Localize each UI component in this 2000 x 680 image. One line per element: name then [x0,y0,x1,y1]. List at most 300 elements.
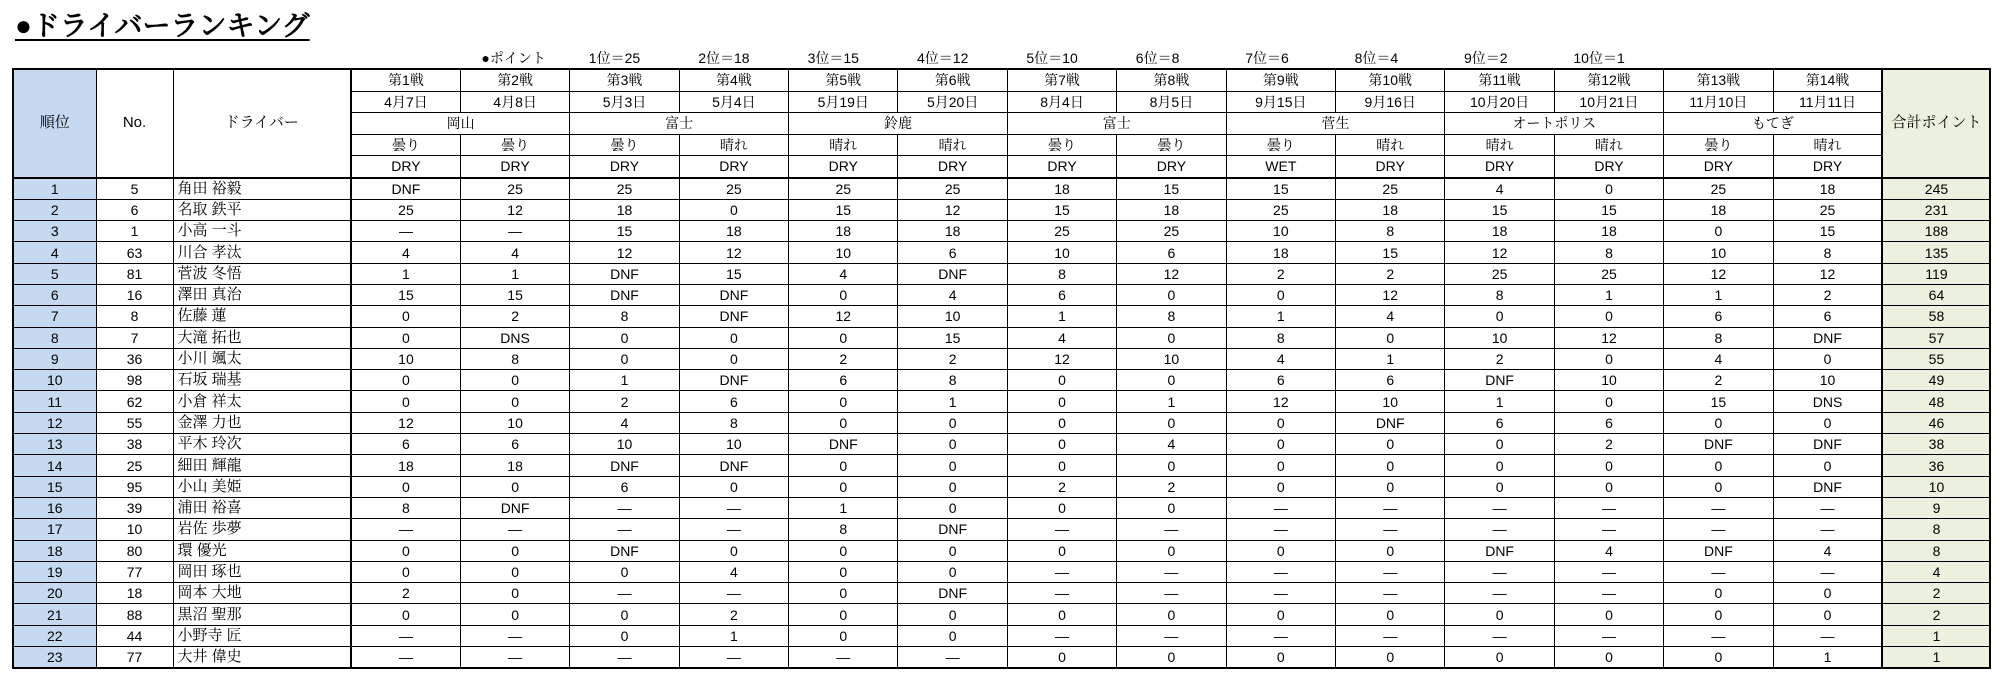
race-result-cell: 4 [570,412,679,433]
race-result-cell: 15 [1773,221,1882,242]
race-result-cell: — [1773,497,1882,518]
total-points-cell: 2 [1882,604,1990,625]
race-result-cell: 0 [1226,412,1335,433]
race-date: 5月4日 [679,91,788,113]
race-result-cell: 0 [460,391,569,412]
race-result-cell: 4 [679,561,788,582]
race-result-cell: — [1226,497,1335,518]
race-result-cell: 0 [460,561,569,582]
race-result-cell: 0 [351,391,460,412]
race-result-cell: 2 [1226,263,1335,284]
race-result-cell: 15 [570,221,679,242]
race-date: 4月7日 [351,91,460,113]
race-result-cell: 0 [460,583,569,604]
race-result-cell: 0 [460,540,569,561]
race-date: 5月3日 [570,91,679,113]
race-result-cell: 1 [570,370,679,391]
race-result-cell: 0 [1445,476,1554,497]
race-result-cell: 0 [1445,604,1554,625]
race-result-cell: 15 [1664,391,1773,412]
race-result-cell: DNF [679,370,788,391]
race-result-cell: 12 [1007,348,1116,369]
race-result-cell: — [570,583,679,604]
race-result-cell: 1 [351,263,460,284]
race-date: 8月4日 [1007,91,1116,113]
race-result-cell: 0 [1007,647,1116,669]
race-result-cell: 18 [570,199,679,220]
race-result-cell: 0 [351,306,460,327]
race-track-condition: DRY [351,156,460,178]
race-result-cell: 0 [789,561,898,582]
race-round: 第14戦 [1773,69,1882,91]
race-result-cell: 0 [460,476,569,497]
race-round: 第12戦 [1554,69,1663,91]
table-row [13,370,1990,391]
total-points-cell: 38 [1882,434,1990,455]
race-result-cell: 15 [1117,178,1226,200]
race-result-cell: 4 [1664,348,1773,369]
race-date: 10月21日 [1554,91,1663,113]
race-result-cell: — [1554,625,1663,646]
race-result-cell: — [351,221,460,242]
table-row [13,519,1990,540]
race-date: 10月20日 [1445,91,1554,113]
race-result-cell: — [679,583,788,604]
race-result-cell: 0 [1226,540,1335,561]
rank-cell: 16 [13,497,96,518]
race-result-cell: 10 [351,348,460,369]
race-result-cell: 0 [1117,284,1226,305]
race-result-cell: 0 [1554,391,1663,412]
race-result-cell: 0 [1554,647,1663,669]
race-result-cell: — [1007,625,1116,646]
race-track-condition: DRY [1117,156,1226,178]
race-result-cell: 8 [1336,221,1445,242]
race-result-cell: — [1336,561,1445,582]
race-result-cell: 0 [898,561,1007,582]
race-result-cell: — [1445,625,1554,646]
driver-ranking-table [12,68,1991,669]
race-result-cell: 4 [898,284,1007,305]
table-row [13,412,1990,433]
race-result-cell: 0 [898,625,1007,646]
race-result-cell: 0 [1336,540,1445,561]
race-result-cell: — [1336,497,1445,518]
race-result-cell: 0 [789,540,898,561]
race-result-cell: — [679,519,788,540]
race-result-cell: 6 [1773,306,1882,327]
race-result-cell: 12 [460,199,569,220]
race-result-cell: — [460,221,569,242]
car-number-cell: 95 [96,476,173,497]
race-result-cell: 12 [351,412,460,433]
points-legend-item: 6位＝8 [1135,50,1180,66]
rank-cell: 9 [13,348,96,369]
race-result-cell: 0 [1554,455,1663,476]
total-points-cell: 36 [1882,455,1990,476]
race-result-cell: 0 [789,455,898,476]
total-points-cell: 245 [1882,178,1990,200]
race-result-cell: 10 [1664,242,1773,263]
race-result-cell: 0 [1336,476,1445,497]
race-result-cell: — [1445,583,1554,604]
race-result-cell: 0 [460,604,569,625]
car-number-cell: 98 [96,370,173,391]
race-result-cell: 12 [1664,263,1773,284]
race-result-cell: 25 [460,178,569,200]
race-result-cell: 0 [1773,455,1882,476]
race-result-cell: 2 [1554,434,1663,455]
race-result-cell: 6 [1664,306,1773,327]
table-row [13,434,1990,455]
car-number-cell: 81 [96,263,173,284]
race-result-cell: 0 [1773,604,1882,625]
race-round: 第2戦 [460,69,569,91]
race-date: 4月8日 [460,91,569,113]
race-result-cell: DNF [460,497,569,518]
race-track-condition: DRY [789,156,898,178]
race-result-cell: — [679,497,788,518]
race-result-cell: — [1117,583,1226,604]
race-result-cell: 25 [1336,178,1445,200]
race-venue: 鈴鹿 [789,113,1008,135]
race-result-cell: 18 [1664,199,1773,220]
rank-cell: 17 [13,519,96,540]
race-weather: 曇り [570,134,679,156]
race-result-cell: 0 [1226,284,1335,305]
race-weather: 曇り [1664,134,1773,156]
race-result-cell: 4 [1117,434,1226,455]
race-result-cell: — [1664,497,1773,518]
race-result-cell: 25 [351,199,460,220]
table-row [13,476,1990,497]
race-result-cell: 0 [898,540,1007,561]
race-result-cell: DNF [570,263,679,284]
rank-cell: 4 [13,242,96,263]
total-points-cell: 64 [1882,284,1990,305]
race-result-cell: DNF [570,540,679,561]
race-result-cell: 0 [679,199,788,220]
driver-name-cell: 佐藤 蓮 [173,306,351,327]
rank-cell: 1 [13,178,96,200]
total-points-cell: 135 [1882,242,1990,263]
race-result-cell: 10 [1117,348,1226,369]
race-result-cell: 10 [789,242,898,263]
race-result-cell: 15 [460,284,569,305]
race-weather: 曇り [1117,134,1226,156]
race-result-cell: 0 [1007,497,1116,518]
race-result-cell: 12 [570,242,679,263]
table-row [13,242,1990,263]
race-result-cell: 0 [351,540,460,561]
rank-cell: 7 [13,306,96,327]
race-result-cell: 0 [1664,221,1773,242]
car-number-cell: 16 [96,284,173,305]
race-result-cell: 0 [1445,455,1554,476]
race-result-cell: 0 [1007,391,1116,412]
race-result-cell: 0 [898,604,1007,625]
race-result-cell: DNF [679,455,788,476]
race-result-cell: 0 [1226,604,1335,625]
points-legend-item: 1位＝25 [588,50,641,66]
race-result-cell: 0 [570,604,679,625]
race-result-cell: DNF [789,434,898,455]
race-track-condition: DRY [1445,156,1554,178]
driver-name-cell: 岡本 大地 [173,583,351,604]
driver-name-cell: 澤田 真治 [173,284,351,305]
race-result-cell: 0 [789,476,898,497]
race-result-cell: 0 [1664,647,1773,669]
race-result-cell: 0 [1554,306,1663,327]
race-track-condition: DRY [898,156,1007,178]
race-result-cell: 0 [570,561,679,582]
car-number-cell: 18 [96,583,173,604]
race-result-cell: 18 [789,221,898,242]
race-result-cell: 15 [789,199,898,220]
race-result-cell: 0 [1664,604,1773,625]
race-round: 第10戦 [1336,69,1445,91]
race-venue: オートポリス [1445,113,1664,135]
race-date: 11月11日 [1773,91,1882,113]
race-result-cell: — [1226,583,1335,604]
race-result-cell: 2 [1007,476,1116,497]
race-result-cell: 0 [789,583,898,604]
rank-cell: 19 [13,561,96,582]
race-result-cell: 0 [789,625,898,646]
race-weather: 曇り [1226,134,1335,156]
race-result-cell: 18 [898,221,1007,242]
race-venue: 菅生 [1226,113,1445,135]
race-result-cell: 8 [1445,284,1554,305]
rank-cell: 21 [13,604,96,625]
driver-name-cell: 浦田 裕喜 [173,497,351,518]
race-result-cell: 2 [789,348,898,369]
race-result-cell: 0 [1226,647,1335,669]
total-points-cell: 9 [1882,497,1990,518]
race-result-cell: — [1117,561,1226,582]
race-result-cell: 0 [1336,647,1445,669]
race-result-cell: 0 [1007,412,1116,433]
race-result-cell: DNF [1773,327,1882,348]
race-result-cell: — [1336,519,1445,540]
car-number-cell: 38 [96,434,173,455]
race-result-cell: — [1773,561,1882,582]
race-result-cell: 0 [1554,476,1663,497]
race-result-cell: 0 [1007,604,1116,625]
race-result-cell: 4 [351,242,460,263]
page-title: ●ドライバーランキング [15,10,310,41]
race-result-cell: DNS [460,327,569,348]
race-result-cell: 0 [789,604,898,625]
rank-cell: 18 [13,540,96,561]
race-result-cell: — [789,647,898,669]
race-track-condition: DRY [1336,156,1445,178]
race-date: 9月15日 [1226,91,1335,113]
table-row [13,604,1990,625]
car-number-cell: 36 [96,348,173,369]
race-result-cell: — [460,519,569,540]
total-points-cell: 57 [1882,327,1990,348]
race-result-cell: 0 [1445,306,1554,327]
race-round: 第13戦 [1664,69,1773,91]
race-result-cell: 0 [1773,412,1882,433]
race-result-cell: 8 [679,412,788,433]
race-result-cell: 18 [679,221,788,242]
race-result-cell: 18 [1226,242,1335,263]
race-result-cell: DNF [570,284,679,305]
race-result-cell: DNF [1445,370,1554,391]
total-points-cell: 55 [1882,348,1990,369]
race-result-cell: 25 [1554,263,1663,284]
race-result-cell: 0 [1117,647,1226,669]
driver-name-cell: 平木 玲次 [173,434,351,455]
race-result-cell: 12 [1773,263,1882,284]
race-result-cell: 0 [1773,348,1882,369]
race-result-cell: 6 [1007,284,1116,305]
race-result-cell: — [1554,497,1663,518]
race-result-cell: 0 [351,370,460,391]
total-points-cell: 8 [1882,519,1990,540]
race-result-cell: 0 [1007,455,1116,476]
race-result-cell: 0 [1445,434,1554,455]
car-number-cell: 10 [96,519,173,540]
race-result-cell: 0 [351,604,460,625]
race-result-cell: 2 [1773,284,1882,305]
car-number-cell: 6 [96,199,173,220]
race-weather: 曇り [351,134,460,156]
race-weather: 曇り [460,134,569,156]
race-result-cell: DNF [898,263,1007,284]
table-row [13,348,1990,369]
race-result-cell: 0 [1007,540,1116,561]
race-result-cell: 25 [898,178,1007,200]
race-result-cell: 6 [1554,412,1663,433]
race-result-cell: 0 [1226,476,1335,497]
race-weather: 晴れ [898,134,1007,156]
race-result-cell: 15 [351,284,460,305]
race-result-cell: 6 [351,434,460,455]
race-result-cell: 0 [460,370,569,391]
race-result-cell: DNF [898,583,1007,604]
race-result-cell: 8 [1007,263,1116,284]
race-result-cell: 15 [679,263,788,284]
race-result-cell: DNS [1773,391,1882,412]
race-result-cell: 1 [1007,306,1116,327]
rank-cell: 5 [13,263,96,284]
car-number-cell: 44 [96,625,173,646]
race-round: 第1戦 [351,69,460,91]
rank-cell: 2 [13,199,96,220]
race-result-cell: 4 [460,242,569,263]
race-result-cell: — [1007,519,1116,540]
race-round: 第7戦 [1007,69,1116,91]
race-result-cell: 18 [1117,199,1226,220]
table-row [13,455,1990,476]
race-result-cell: 18 [1445,221,1554,242]
race-result-cell: 1 [679,625,788,646]
race-result-cell: 8 [460,348,569,369]
race-result-cell: 0 [789,412,898,433]
race-result-cell: 4 [1773,540,1882,561]
race-result-cell: — [1336,625,1445,646]
race-result-cell: 2 [1117,476,1226,497]
race-result-cell: DNF [1336,412,1445,433]
race-result-cell: 15 [1554,199,1663,220]
race-result-cell: — [351,519,460,540]
rank-cell: 20 [13,583,96,604]
race-result-cell: 6 [679,391,788,412]
race-result-cell: — [679,647,788,669]
race-result-cell: 8 [898,370,1007,391]
total-points-cell: 1 [1882,647,1990,669]
race-result-cell: 2 [1445,348,1554,369]
race-result-cell: — [351,625,460,646]
race-result-cell: 2 [351,583,460,604]
race-result-cell: 8 [789,519,898,540]
race-result-cell: — [1445,561,1554,582]
table-row [13,178,1990,200]
race-result-cell: 1 [1226,306,1335,327]
race-result-cell: — [460,625,569,646]
race-result-cell: 0 [351,476,460,497]
race-result-cell: 0 [1007,434,1116,455]
race-result-cell: 25 [1773,199,1882,220]
points-legend-item: 8位＝4 [1354,50,1399,66]
race-result-cell: — [1445,497,1554,518]
total-points-cell: 58 [1882,306,1990,327]
race-result-cell: 18 [1554,221,1663,242]
rank-cell: 13 [13,434,96,455]
race-date: 8月5日 [1117,91,1226,113]
race-result-cell: — [1554,583,1663,604]
rank-cell: 3 [13,221,96,242]
rank-cell: 11 [13,391,96,412]
rank-cell: 15 [13,476,96,497]
race-result-cell: — [1554,561,1663,582]
race-result-cell: DNF [898,519,1007,540]
car-number-cell: 25 [96,455,173,476]
race-result-cell: 18 [1007,178,1116,200]
race-weather: 晴れ [1554,134,1663,156]
race-result-cell: 8 [570,306,679,327]
race-result-cell: 4 [1445,178,1554,200]
car-number-cell: 88 [96,604,173,625]
race-result-cell: 4 [1336,306,1445,327]
race-result-cell: 6 [1226,370,1335,391]
driver-name-cell: 小野寺 匠 [173,625,351,646]
table-row [13,263,1990,284]
race-result-cell: — [1007,583,1116,604]
race-result-cell: 1 [1554,284,1663,305]
race-result-cell: 8 [1773,242,1882,263]
race-result-cell: DNF [1664,434,1773,455]
table-row [13,647,1990,669]
race-weather: 晴れ [1445,134,1554,156]
race-result-cell: 8 [1664,327,1773,348]
race-result-cell: — [351,647,460,669]
race-track-condition: DRY [1007,156,1116,178]
race-result-cell: 0 [570,625,679,646]
race-result-cell: 1 [898,391,1007,412]
race-result-cell: 0 [1336,327,1445,348]
race-result-cell: 6 [1445,412,1554,433]
table-row [13,284,1990,305]
driver-name-cell: 細田 輝龍 [173,455,351,476]
race-round: 第3戦 [570,69,679,91]
table-row [13,561,1990,582]
race-track-condition: DRY [1664,156,1773,178]
race-result-cell: 0 [570,348,679,369]
